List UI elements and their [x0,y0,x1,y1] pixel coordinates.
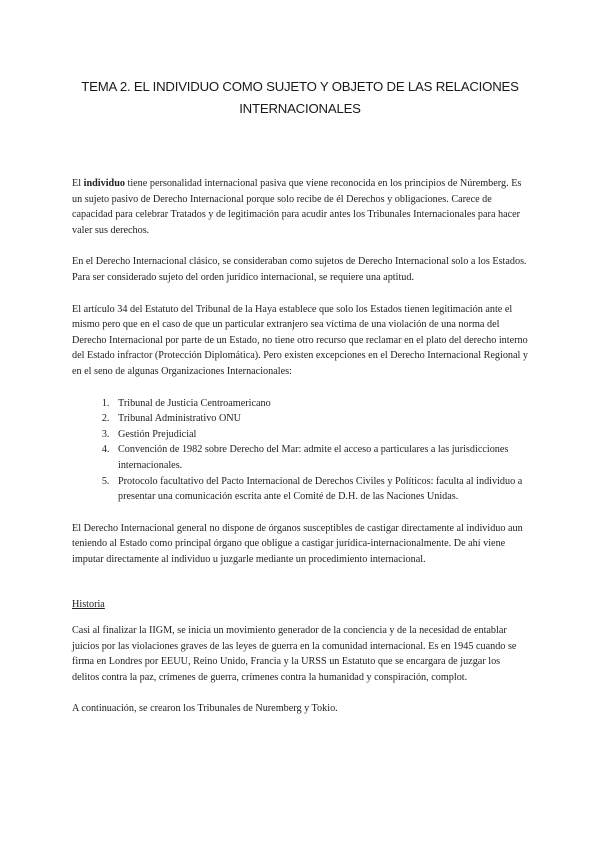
paragraph-derecho-general: El Derecho Internacional general no dispone de órganos susceptibles de castigar directamente al individuo aun teniendo al Estado como principal órgano que obligue a castigar jurídica-internacionalmente. De ahí viene imputar directamente al individuo u juzgarle mediante un procedimiento internacional. [72,522,523,565]
paragraph-individuo: El individuo tiene personalidad internacional pasiva que viene reconocida en los principios de Núremberg. Es un sujeto pasivo de Derecho Internacional porque solo recibe de él Derechos y obligaciones. Carece de capacidad para celebrar Tratados y de legitimación para acudir antes los Tribunales Internacionales para hacer valer sus derechos. [72,178,522,236]
list-item: 2. Tribunal Administrativo ONU [112,411,528,427]
bold-term: individuo [83,178,125,189]
page-title [60,76,540,120]
section-heading-historia: Historia [72,599,105,611]
list-item: 1. Tribunal de Justicia Centroamericano [112,396,528,412]
title-line-2: INTERNACIONALES [239,101,361,116]
paragraph-articulo-34: El artículo 34 del Estatuto del Tribunal de la Haya establece que solo los Estados tienen legitimación ante el mismo pero que en el caso de que un particular extranjero sea víctima de una violación de una norma del Derecho Internacional por parte de un Estado, no tiene otro recurso que reclamar en el plato del derecho interno del Estado infractor (Protección Diplomática). Pero existen excepciones en el Derecho Internacional Regional y en el seno de algunas Organizaciones Internacionales: [72,303,528,377]
title-line-1: TEMA 2. EL INDIVIDUO COMO SUJETO Y OBJETO DE LAS RELACIONES [81,79,519,94]
list-item: 5. Protocolo facultativo del Pacto Internacional de Derechos Civiles y Políticos: faculta al individuo a presentar una comunicación escrita ante el Comité de D.H. de las Naciones Unidas. [112,474,528,505]
paragraph-tribunales: A continuación, se crearon los Tribunales de Nuremberg y Tokio. [72,703,338,715]
list-item: 4. Convención de 1982 sobre Derecho del Mar: admite el acceso a particulares a las jurisdicciones internacionales. [112,442,528,473]
paragraph-derecho-clasico: En el Derecho Internacional clásico, se consideraban como sujetos de Derecho Internacional solo a los Estados. Para ser considerado sujeto del orden jurídico internacional, se requiere una aptitud. [72,256,527,283]
paragraph-historia: Casi al finalizar la IIGM, se inicia un movimiento generador de la conciencia y de la necesidad de entablar juicios por las violaciones graves de las leyes de guerra en la comunidad internacional. Es en 1945 cuando se firma en Londres por EEUU, Reino Unido, Francia y la URSS un Estatuto que se encargara de juzgar los delitos contra la paz, crímenes de guerra, crímenes contra la humanidad y conspiración, complot. [72,625,517,683]
list-item: 3. Gestión Prejudicial [112,427,528,443]
exceptions-list [72,396,528,505]
document-body [72,176,528,733]
